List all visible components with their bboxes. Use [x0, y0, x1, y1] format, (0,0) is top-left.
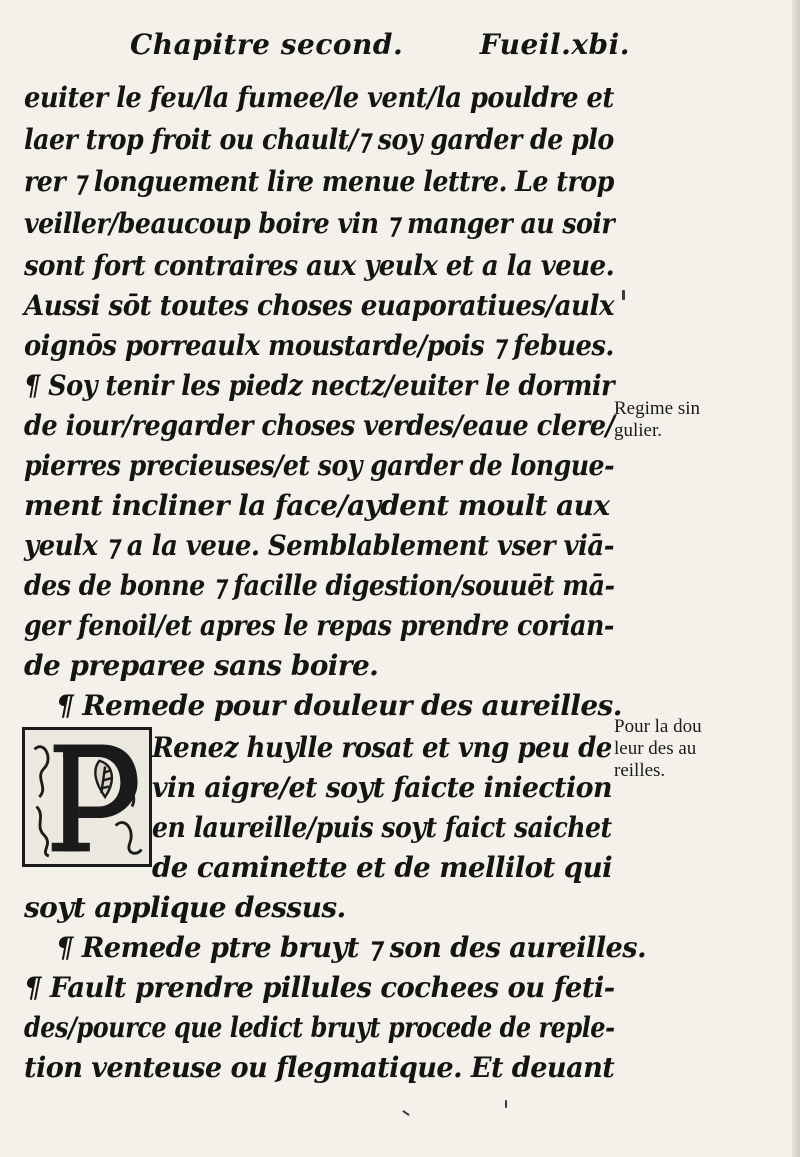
margin-note-line: Pour la dou [614, 716, 702, 737]
chapter-title: Chapitre second. [130, 28, 404, 61]
ink-speck [505, 1100, 507, 1108]
page-edge [792, 0, 800, 1157]
margin-note-line: Regime sin [614, 398, 701, 419]
section-heading: ¶ Remede ptre bruyt ⁊ son des aureilles. [56, 931, 646, 964]
running-header [130, 20, 630, 70]
margin-note-regime [614, 398, 794, 442]
folio-number: Fueil.xbi. [479, 28, 630, 61]
text-line: ¶ Soy tenir les piedz nectz/euiter le dormir [24, 369, 615, 402]
text-line: des/pource que ledict bruyt procede de reple- [24, 1011, 615, 1044]
ink-speck [622, 290, 625, 300]
text-line: tion venteuse ou flegmatique. Et deuant [24, 1051, 615, 1084]
text-line: de iour/regarder choses verdes/eaue clere/ [24, 409, 615, 442]
text-line: oignōs porreaulx moustarde/pois ⁊ febues. [24, 329, 614, 362]
decorated-initial-p-icon [25, 730, 149, 864]
section-heading: ¶ Remede pour douleur des aureilles. [56, 689, 622, 722]
text-line: pierres precieuses/et soy garder de longue- [24, 449, 615, 482]
text-line: sont fort contraires aux yeulx et a la veue. [24, 249, 615, 282]
text-line: Renez huylle rosat et vng peu de [152, 731, 612, 764]
text-line: ment incliner la face/aydent moult aux [24, 489, 610, 522]
text-line: Aussi sōt toutes choses euaporatiues/aulx [24, 289, 614, 322]
text-line: veiller/beaucoup boire vin ⁊ manger au soir [24, 207, 615, 240]
text-line: vin aigre/et soyt faicte iniection [152, 771, 612, 804]
margin-note-line: gulier. [614, 420, 663, 441]
text-line: ¶ Fault prendre pillules cochees ou feti- [24, 971, 615, 1004]
text-line: de preparee sans boire. [24, 649, 379, 682]
text-line: de caminette et de mellilot qui [152, 851, 613, 884]
text-line: euiter le feu/la fumee/le vent/la pouldre et [24, 81, 614, 114]
text-line: soyt applique dessus. [24, 891, 346, 924]
text-line: en laureille/puis soyt faict saichet [152, 811, 612, 844]
text-line: laer trop froit ou chault/⁊ soy garder de plo [24, 123, 614, 156]
margin-note-line: reilles. [614, 760, 666, 781]
text-line: ger fenoil/et apres le repas prendre corian- [24, 609, 614, 642]
text-line: des de bonne ⁊ facille digestion/souuēt mā- [24, 569, 615, 602]
ink-speck [402, 1110, 410, 1116]
margin-note-douleur [614, 716, 794, 782]
text-line: yeulx ⁊ a la veue. Semblablement vser viā- [24, 529, 614, 562]
decorated-initial [22, 727, 152, 867]
text-line: rer ⁊ longuement lire menue lettre. Le trop [24, 165, 614, 198]
margin-note-line: leur des au [614, 738, 697, 759]
